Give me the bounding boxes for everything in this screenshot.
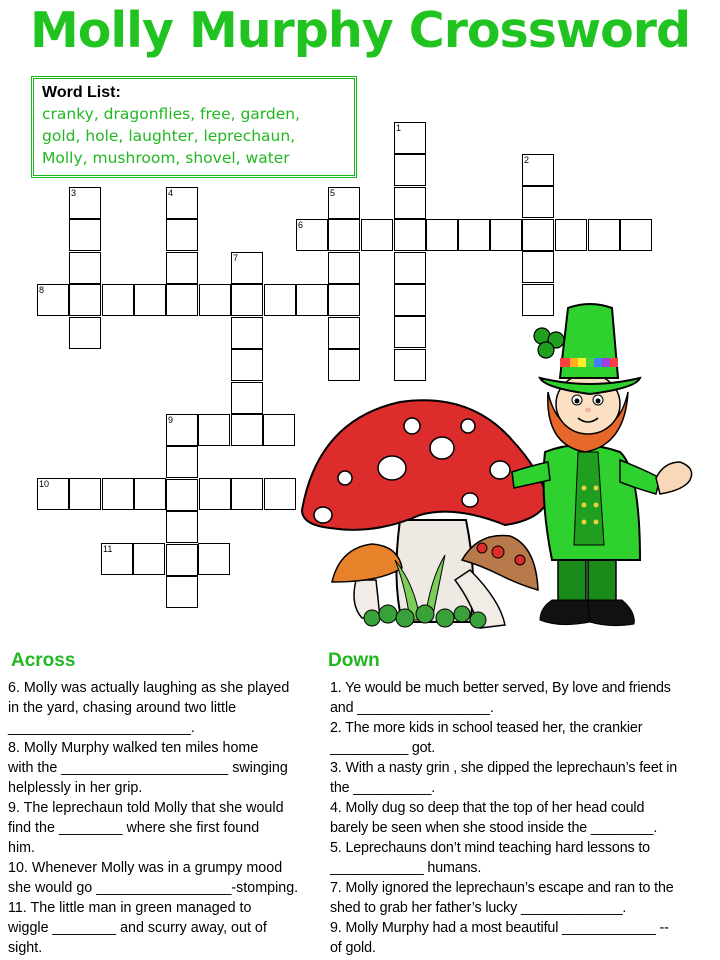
clue-line: 11. The little man in green managed to [8,900,252,916]
clue-line: shed to grab her father’s lucky _____________. [330,900,627,916]
grid-cell[interactable] [588,219,620,251]
clue-line: __________ got. [330,740,436,756]
page-title: Molly Murphy Crossword [29,2,691,59]
right-shoe [588,600,634,626]
grid-cell[interactable] [231,478,263,510]
clue-line: 3. With a nasty grin , she dipped the leprechaun’s feet in [330,760,678,776]
clue-line: 9. The leprechaun told Molly that she would [8,800,284,816]
clue-number: 9 [168,415,174,425]
clue-line: 8. Molly Murphy walked ten miles home [8,740,259,756]
grid-cell[interactable] [328,252,360,284]
word-list-line: gold, hole, laughter, leprechaun, [42,127,296,145]
clue-line: 6. Molly was actually laughing as she played [8,680,290,696]
grid-cell[interactable] [69,252,101,284]
grid-cell[interactable] [166,544,198,576]
clue-number: 10 [39,479,50,489]
grid-cell[interactable] [166,576,198,608]
grid-cell[interactable] [199,478,231,510]
grid-cell[interactable] [522,251,554,283]
word-list-words [42,103,354,169]
across-clues [8,678,320,958]
clue-line: 10. Whenever Molly was in a grumpy mood [8,860,283,876]
clue-number: 1 [396,123,402,133]
clue-line: 7. Molly ignored the leprechaun’s escape and ran to the [330,880,674,896]
grid-cell[interactable] [102,478,134,510]
grid-cell[interactable] [198,543,230,575]
clue-line: wiggle ________ and scurry away, out of [8,920,267,936]
mushroom-cap [302,400,548,530]
clue-number: 2 [524,155,530,165]
grid-cell[interactable] [264,284,296,316]
clue-line: him. [8,840,36,856]
grid-cell[interactable] [133,543,165,575]
down-heading: Down [328,650,380,671]
grid-cell[interactable] [620,219,652,251]
clue-line: 9. Molly Murphy had a most beautiful ____________ -- [330,920,669,936]
grid-cell[interactable] [361,219,393,251]
grid-cell[interactable] [264,478,296,510]
clue-line: and _________________. [330,700,494,716]
grid-cell[interactable] [166,219,198,251]
left-shoe [540,600,590,625]
grid-cell[interactable] [166,284,198,316]
clue-line: 1. Ye would be much better served, By love and friends [330,680,671,696]
grid-cell[interactable] [231,317,263,349]
grid-cell[interactable] [394,219,426,251]
word-list-line: Molly, mushroom, shovel, water [42,149,290,167]
grid-cell[interactable] [198,414,230,446]
word-list-box [31,76,357,178]
clue-line: helplessly in her grip. [8,780,143,796]
moss-clumps [364,605,486,628]
grid-cell[interactable] [69,478,101,510]
grid-cell[interactable] [102,284,134,316]
grid-cell[interactable] [134,284,166,316]
grid-cell[interactable] [328,219,360,251]
clue-line: barely be seen when she stood inside the ________. [330,820,658,836]
grid-cell[interactable] [166,252,198,284]
clue-number: 11 [103,544,113,554]
clue-number: 3 [71,188,77,198]
grid-cell[interactable] [166,511,198,543]
grid-cell[interactable] [394,154,426,186]
word-list-line: cranky, dragonflies, free, garden, [42,105,301,123]
clue-line: 5. Leprechauns don’t mind teaching hard lessons to [330,840,650,856]
grid-cell[interactable] [199,284,231,316]
grid-cell[interactable] [69,219,101,251]
grid-cell[interactable] [426,219,458,251]
grid-cell[interactable] [394,187,426,219]
clue-line: the __________. [330,780,436,796]
grid-cell[interactable] [69,284,101,316]
word-list-heading: Word List: [42,84,121,101]
grid-cell[interactable] [522,186,554,218]
clue-number: 6 [298,220,304,230]
shamrock-icon [534,328,564,358]
grid-cell[interactable] [522,219,554,251]
clue-line: find the ________ where she first found [8,820,260,836]
leprechaun-mushroom-illustration [296,300,696,645]
grid-cell[interactable] [263,414,295,446]
clue-line: sight. [8,940,43,956]
clue-line: ____________ humans. [330,860,482,876]
small-mushroom-cap [332,544,402,582]
clue-line: with the _____________________ swinging [8,760,288,776]
grid-cell[interactable] [231,284,263,316]
grid-cell[interactable] [231,414,263,446]
grid-cell[interactable] [490,219,522,251]
waving-hand [656,462,692,494]
down-clues [330,678,718,958]
grid-cell[interactable] [134,478,166,510]
across-heading: Across [11,650,76,671]
clue-line: 4. Molly dug so deep that the top of her head could [330,800,645,816]
clue-line: she would go _________________-stomping. [8,880,299,896]
grid-cell[interactable] [69,317,101,349]
grid-cell[interactable] [555,219,587,251]
grid-cell[interactable] [458,219,490,251]
grid-cell[interactable] [166,446,198,478]
grid-cell[interactable] [231,382,263,414]
clue-number: 4 [168,188,174,198]
clue-number: 5 [330,188,336,198]
grid-cell[interactable] [394,252,426,284]
clue-number: 7 [233,253,239,263]
clue-line: _______________________. [8,720,195,736]
grid-cell[interactable] [166,479,198,511]
clue-number: 8 [39,285,45,295]
clue-line: of gold. [330,940,376,956]
grid-cell[interactable] [231,349,263,381]
clue-line: 2. The more kids in school teased her, the crankier [330,720,643,736]
clue-line: in the yard, chasing around two little [8,700,237,716]
